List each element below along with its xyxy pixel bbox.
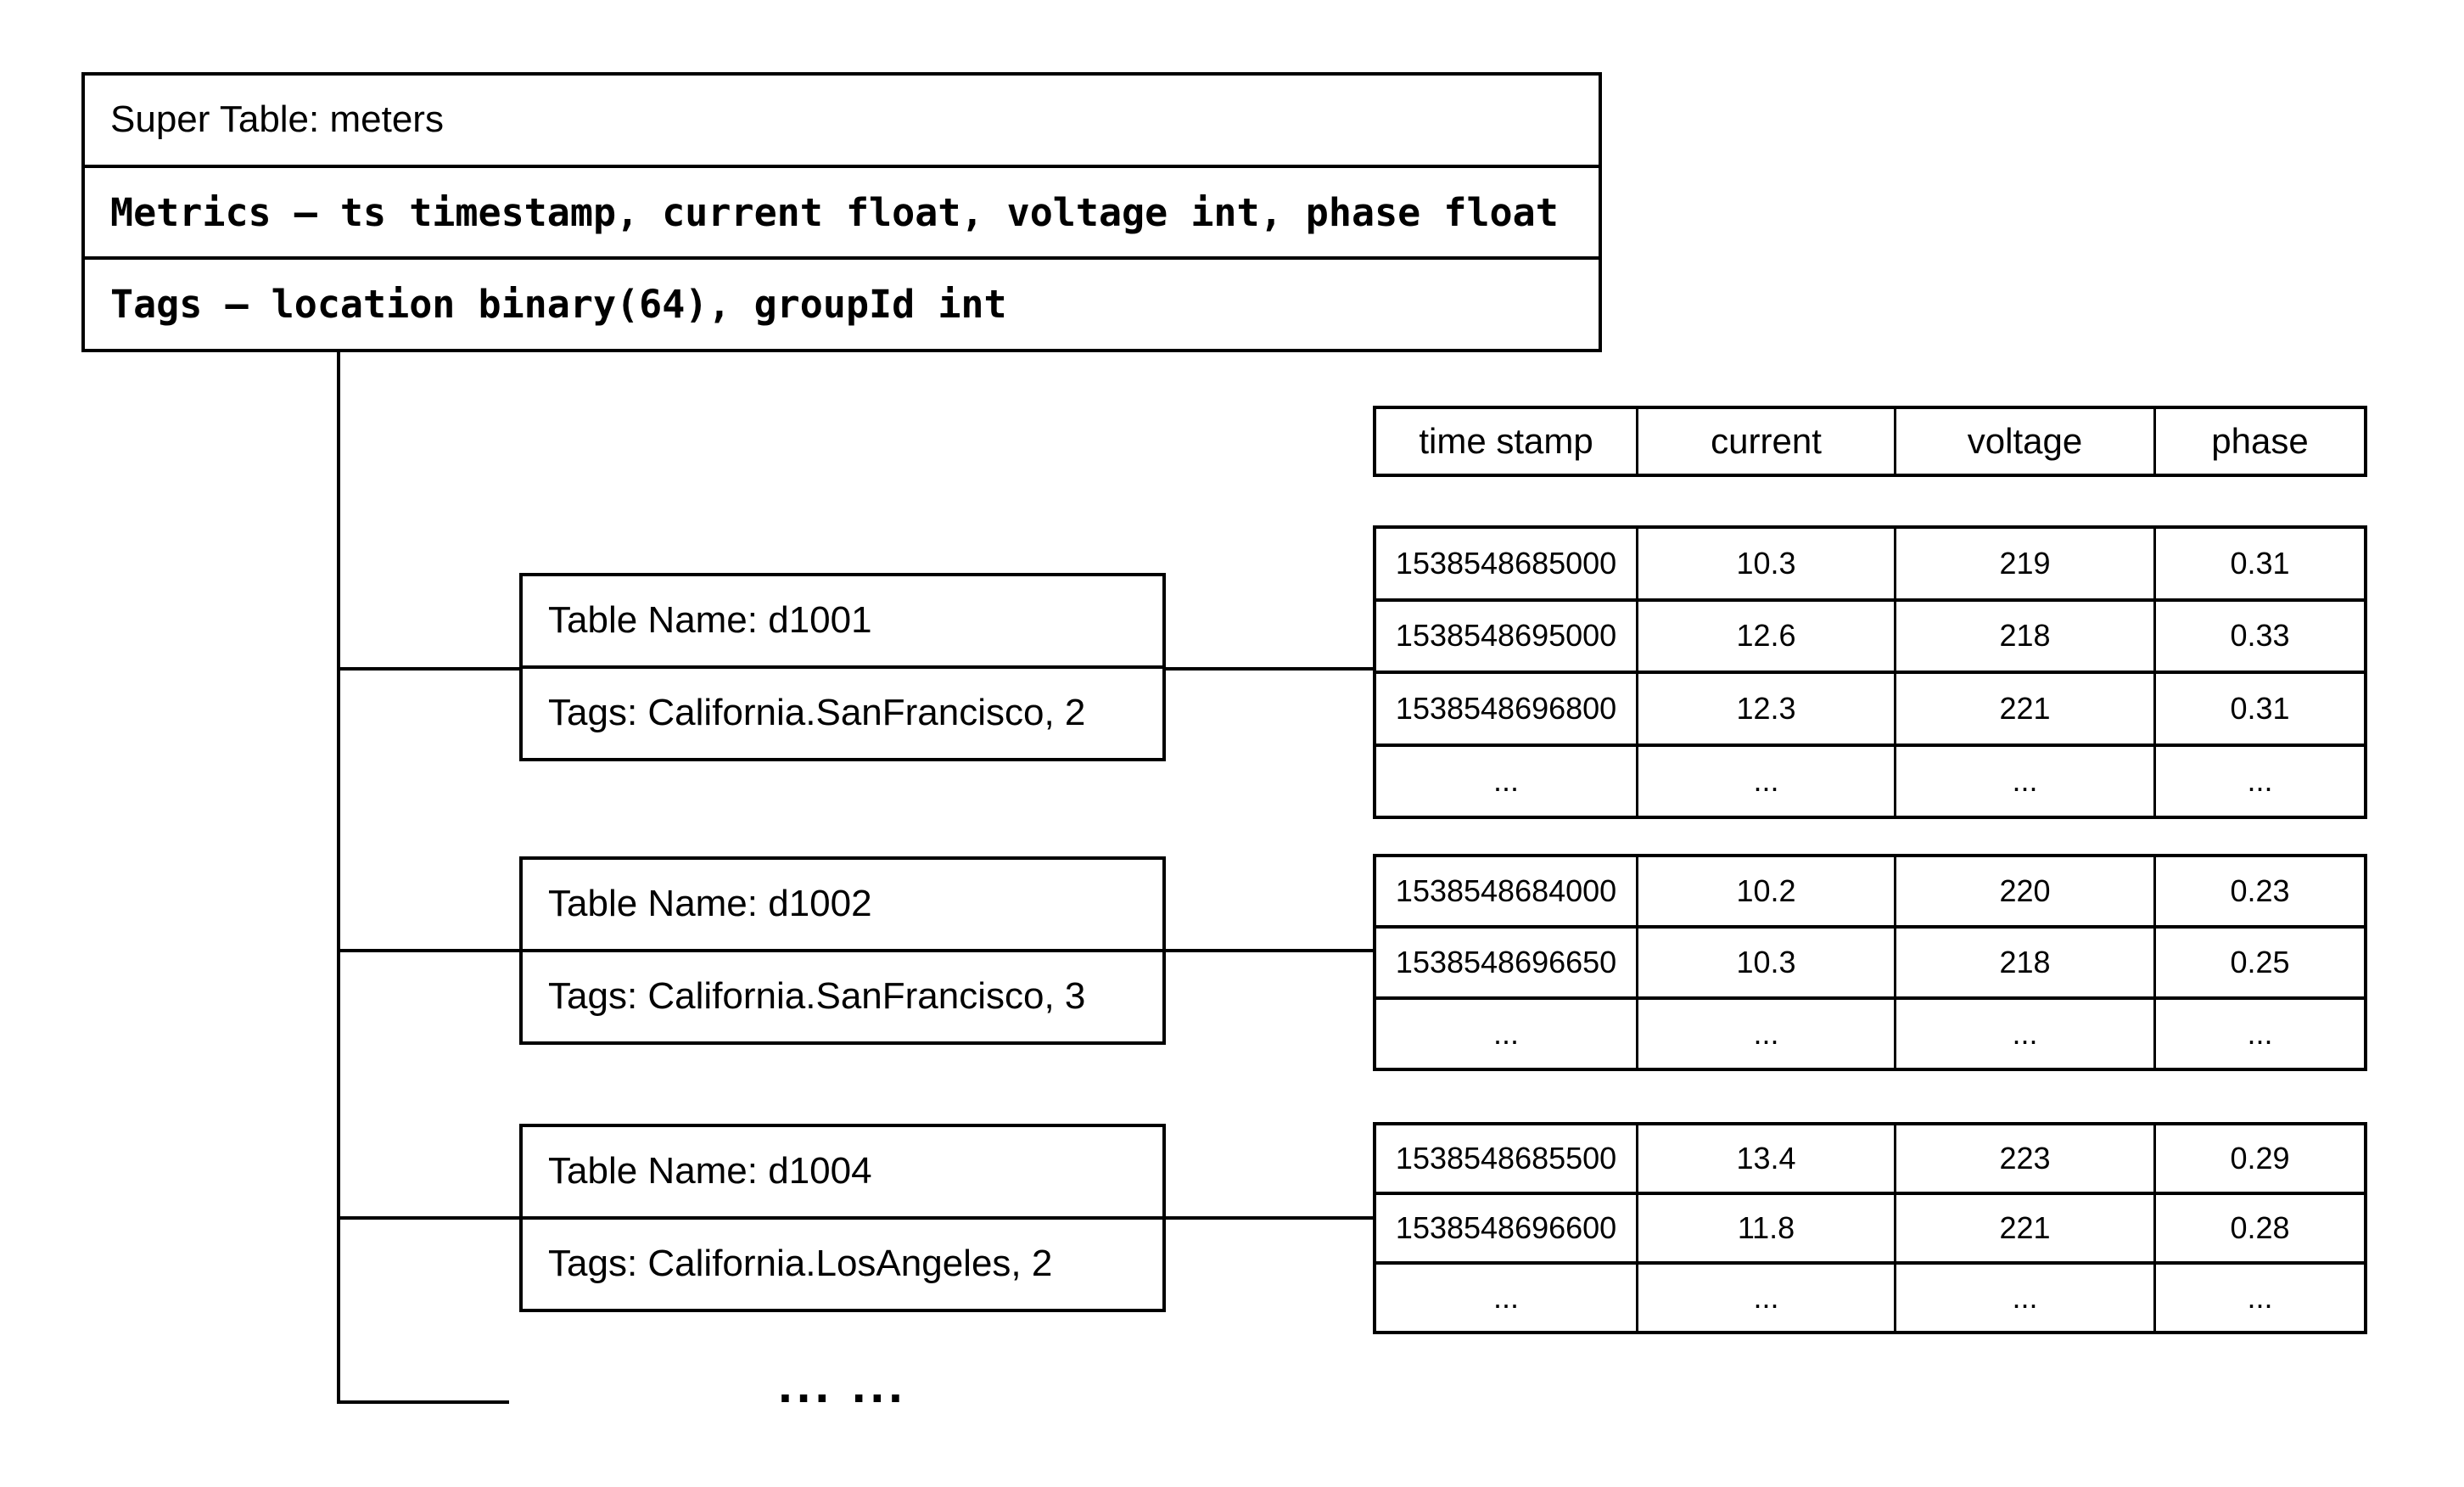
subtable-tags-row: [523, 1216, 1162, 1309]
table-cell: 1538548685000: [1395, 545, 1617, 581]
table-cell: 1538548696800: [1376, 671, 1636, 744]
table-cell: 221: [1894, 671, 2153, 744]
subtable-name: Table Name: d1004: [548, 1150, 872, 1192]
super-table-title: Super Table: meters: [110, 98, 444, 141]
table-cell: 0.25: [2153, 925, 2364, 996]
table-cell: 0.28: [2153, 1192, 2364, 1261]
table-cell: 218: [1894, 598, 2153, 671]
table-cell: 1538548685500: [1395, 1141, 1617, 1176]
super-table-box: [81, 72, 1602, 352]
subtable-name-row: [523, 1127, 1162, 1216]
super-table-title-row: [85, 76, 1599, 165]
subtable-tags: Tags: California.SanFrancisco, 2: [548, 692, 1086, 734]
table-cell-ellipsis: ...: [1636, 996, 1894, 1068]
table-cell: 10.3: [1636, 529, 1894, 598]
table-cell: 221: [1894, 1192, 2153, 1261]
table-cell-ellipsis: ...: [1376, 744, 1636, 816]
table-cell: 10.3: [1636, 925, 1894, 996]
table-cell-ellipsis: ...: [1894, 1261, 2153, 1331]
table-cell: 223: [1894, 1125, 2153, 1192]
table-cell: 1538548696650: [1376, 925, 1636, 996]
table-cell-ellipsis: ...: [2153, 1261, 2364, 1331]
data-table-d1001: [1373, 525, 2367, 819]
table-cell: 0.31: [2153, 529, 2364, 598]
super-table-metrics: Metrics — ts timestamp, current float, voltage int, phase float: [110, 189, 1559, 235]
table-cell: 0.31: [2153, 671, 2364, 744]
table-cell: 1538548696600: [1376, 1192, 1636, 1261]
table-cell-ellipsis: ...: [1376, 996, 1636, 1068]
table-cell: 13.4: [1636, 1125, 1894, 1192]
super-table-metrics-row: [85, 165, 1599, 257]
subtable-box-d1001: [519, 573, 1166, 761]
column-header-voltage: voltage: [1894, 409, 2153, 474]
table-cell: 10.2: [1636, 857, 1894, 925]
table-cell: 220: [1894, 857, 2153, 925]
column-header-phase: phase: [2153, 409, 2364, 474]
data-table-d1002: [1373, 854, 2367, 1071]
table-cell: 1538548695000: [1376, 598, 1636, 671]
table-cell-ellipsis: ...: [1894, 996, 2153, 1068]
table-cell: 218: [1894, 925, 2153, 996]
subtable-tags: Tags: California.SanFrancisco, 3: [548, 975, 1086, 1018]
table-cell-ellipsis: ...: [1376, 1261, 1636, 1331]
column-header-current: current: [1636, 409, 1894, 474]
table-cell: 0.33: [2153, 598, 2364, 671]
super-table-tags-row: [85, 256, 1599, 349]
table-cell-ellipsis: ...: [2153, 996, 2364, 1068]
subtable-tags-row: [523, 665, 1162, 758]
more-subtables-ellipsis: ... ...: [778, 1356, 907, 1413]
data-table-d1004: [1373, 1122, 2367, 1334]
subtable-name: Table Name: d1001: [548, 599, 872, 642]
table-cell: 0.23: [2153, 857, 2364, 925]
table-cell: 219: [1894, 529, 2153, 598]
table-cell-ellipsis: ...: [1894, 744, 2153, 816]
subtable-tags: Tags: California.LosAngeles, 2: [548, 1243, 1053, 1285]
super-table-tags: Tags — location binary(64), groupId int: [110, 282, 1007, 328]
subtable-tags-row: [523, 949, 1162, 1041]
subtable-name-row: [523, 860, 1162, 949]
column-header-timestamp: time stamp: [1419, 421, 1593, 461]
table-cell: 0.29: [2153, 1125, 2364, 1192]
subtable-box-d1004: [519, 1124, 1166, 1312]
table-cell: 12.6: [1636, 598, 1894, 671]
table-cell: 1538548684000: [1395, 873, 1617, 908]
subtable-box-d1002: [519, 856, 1166, 1045]
table-cell-ellipsis: ...: [2153, 744, 2364, 816]
subtable-name-row: [523, 576, 1162, 665]
table-cell: 11.8: [1636, 1192, 1894, 1261]
column-header-table: [1373, 406, 2367, 477]
subtable-name: Table Name: d1002: [548, 883, 872, 925]
table-cell-ellipsis: ...: [1636, 744, 1894, 816]
table-cell-ellipsis: ...: [1636, 1261, 1894, 1331]
table-cell: 12.3: [1636, 671, 1894, 744]
